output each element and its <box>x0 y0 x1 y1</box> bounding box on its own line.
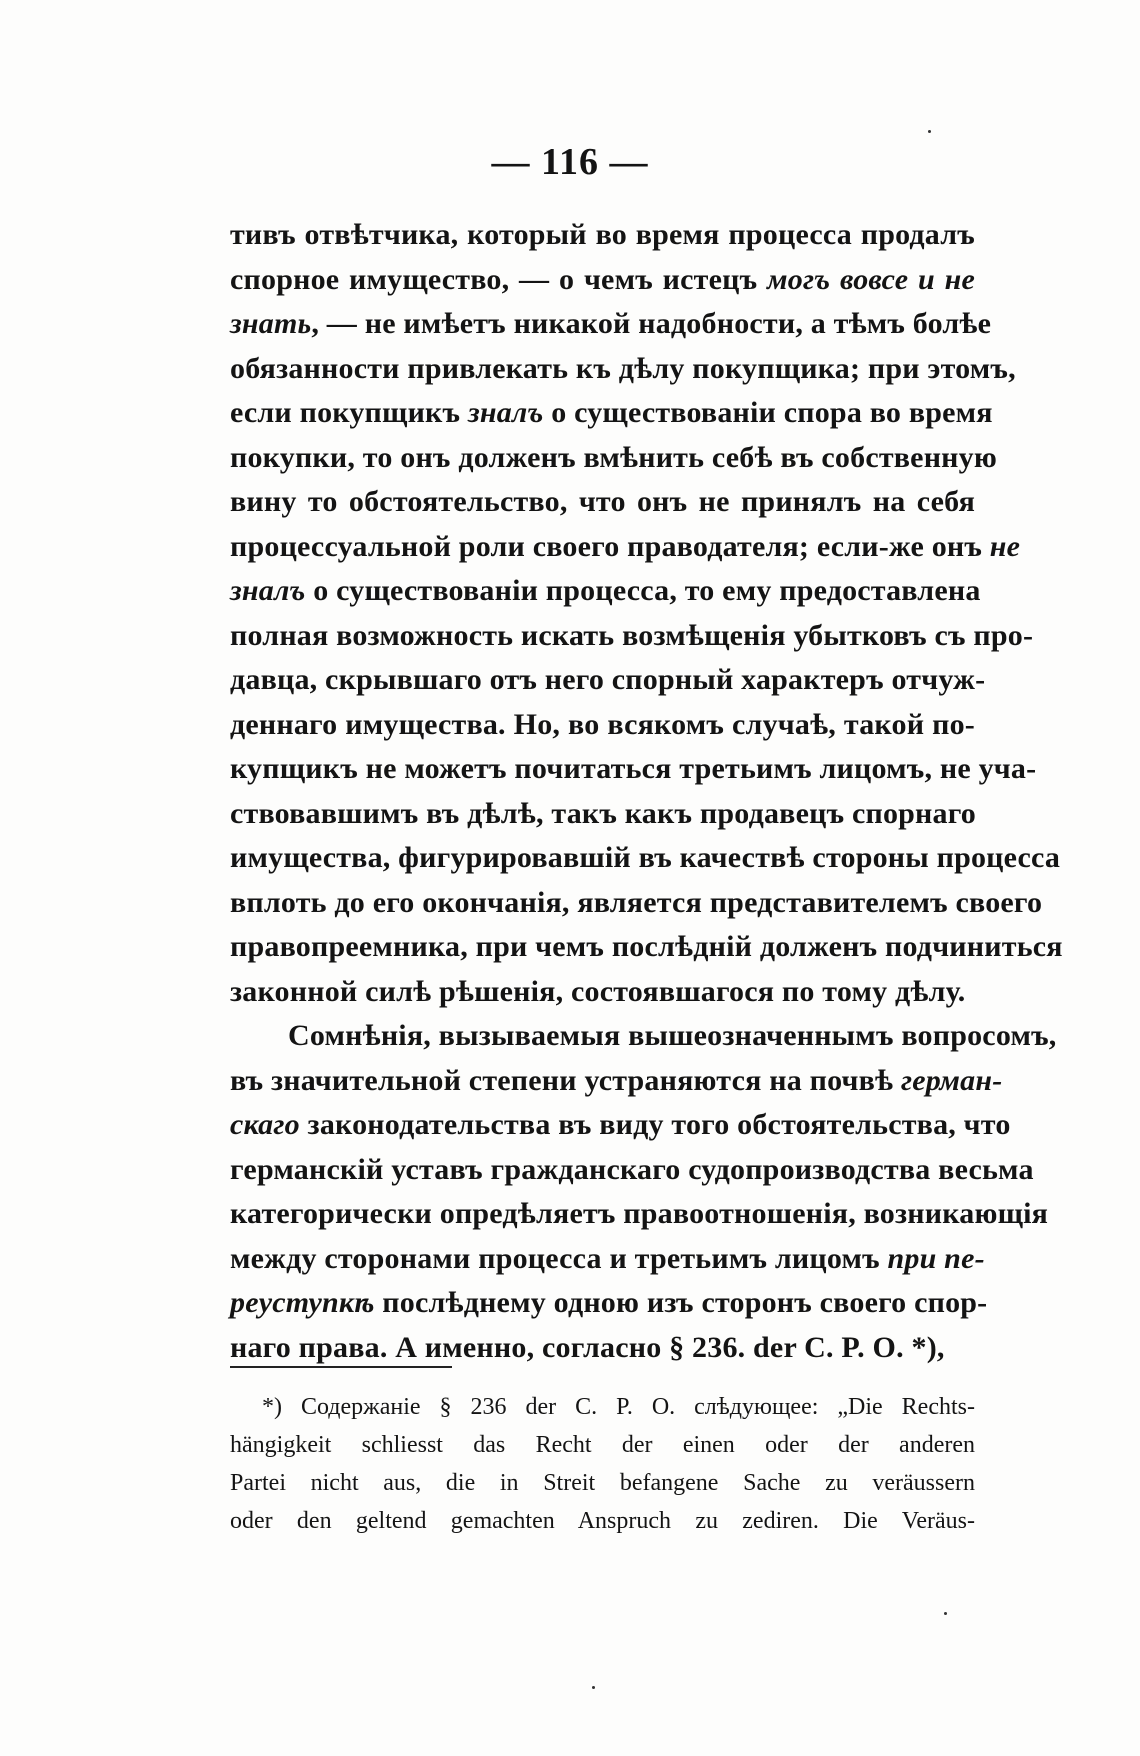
text-segment: давца, скрывшаго отъ него спорный характеръ отчуж- <box>230 663 986 696</box>
text-segment: германскій уставъ гражданскаго судопроизводства весьма <box>230 1152 1034 1186</box>
text-segment: о существованіи спора во время <box>543 396 993 429</box>
text-segment: въ значительной степени устраняются на почвѣ <box>230 1063 901 1097</box>
footnote-line: hängigkeit schliesst das Recht der einen oder der anderen <box>230 1432 975 1458</box>
page-number: — 116 — <box>491 141 649 183</box>
text-line <box>230 1059 1003 1104</box>
text-line <box>230 391 993 436</box>
text-segment: полная возможность искать возмѣщенія убытковъ съ про- <box>230 618 1034 652</box>
italic-phrase: знать <box>230 307 312 340</box>
text-segment: между сторонами процесса и третьимъ лицомъ <box>230 1241 888 1275</box>
text-segment: , — не имѣетъ никакой надобности, а тѣмъ болѣе <box>311 307 992 340</box>
paragraph-2 <box>230 1014 1057 1370</box>
text-segment: послѣднему одною изъ сторонъ своего спор- <box>374 1286 988 1319</box>
text-segment: процессуальной роли своего праводателя; если-же онъ <box>230 529 990 563</box>
italic-phrase: не <box>989 529 1021 563</box>
text-segment: если покупщикъ <box>230 396 468 429</box>
text-line <box>230 1103 1011 1148</box>
text-line <box>230 213 975 258</box>
text-segment: вплоть до его окончанія, является представителемъ своего <box>230 885 1043 919</box>
italic-phrase: при пе- <box>887 1241 985 1275</box>
italic-phrase: могъ вовсе и не <box>767 262 976 296</box>
text-line <box>230 1237 985 1282</box>
text-line <box>230 302 992 347</box>
italic-phrase: реуступкѣ <box>230 1286 375 1319</box>
text-line <box>230 970 975 1015</box>
text-line <box>230 480 975 525</box>
text-line <box>230 881 1043 926</box>
text-line <box>230 436 997 481</box>
text-line <box>230 569 981 614</box>
text-segment: Сомнѣнія, вызываемыя вышеозначеннымъ вопросомъ, <box>288 1019 1057 1052</box>
text-segment: купщикъ не можетъ почитаться третьимъ лицомъ, не уча- <box>230 752 1037 785</box>
paragraph-1 <box>230 213 1063 1014</box>
text-line <box>230 258 975 303</box>
text-segment: законной силѣ рѣшенія, состоявшагося по тому дѣлу. <box>230 974 966 1008</box>
text-segment: деннаго имущества. Но, во всякомъ случаѣ, такой по- <box>230 707 975 741</box>
text-line <box>230 703 975 748</box>
paper-speck <box>592 1686 595 1689</box>
text-line <box>230 1192 1049 1237</box>
footnote-line: Partei nicht aus, die in Streit befangene Sache zu veräussern <box>230 1470 975 1496</box>
text-line <box>230 1148 1034 1193</box>
text-line <box>230 747 1037 792</box>
text-segment: вину то обстоятельство, что онъ не принялъ на себя <box>230 485 975 518</box>
footnote-line: *) Содержаніе § 236 der C. P. O. слѣдующее: „Die Rechts- <box>262 1394 975 1420</box>
footnote-line: oder den geltend gemachten Anspruch zu zediren. Die Veräus- <box>230 1508 975 1534</box>
text-segment: покупки, то онъ долженъ вмѣнить себѣ въ собственную <box>230 440 997 474</box>
footnote <box>230 1388 975 1540</box>
text-segment: о существованіи процесса, то ему предоставлена <box>305 574 981 607</box>
text-segment: категорически опредѣляетъ правоотношенія, возникающія <box>230 1197 1049 1230</box>
text-segment: имущества, фигурировавшій въ качествѣ стороны процесса <box>230 841 1061 874</box>
paper-speck <box>928 130 931 133</box>
text-line <box>230 925 1063 970</box>
italic-phrase: зналъ <box>230 574 306 607</box>
text-segment: наго права. А именно, согласно § 236. der C. P. O. *), <box>230 1330 945 1364</box>
text-line <box>230 792 975 837</box>
text-segment: законодательства въ виду того обстоятельства, что <box>299 1108 1011 1141</box>
text-line <box>230 836 1061 881</box>
footnote-separator <box>230 1366 452 1368</box>
text-line <box>230 614 1034 659</box>
italic-phrase: герман- <box>900 1063 1003 1097</box>
text-line <box>230 1014 1057 1059</box>
paper-speck <box>944 1612 947 1615</box>
italic-phrase: скаго <box>230 1108 300 1141</box>
text-segment: тивъ отвѣтчика, который во время процесса продалъ <box>230 218 975 251</box>
text-line <box>230 1326 975 1371</box>
text-segment: обязанности привлекать къ дѣлу покупщика; при этомъ, <box>230 351 1016 385</box>
italic-phrase: зналъ <box>467 396 544 429</box>
text-line <box>230 525 1021 570</box>
text-line <box>230 347 1016 392</box>
text-segment: правопреемника, при чемъ послѣдній долженъ подчиниться <box>230 930 1063 963</box>
text-line <box>230 658 986 703</box>
main-text <box>230 213 1063 1370</box>
text-line <box>230 1281 988 1326</box>
text-segment: спорное имущество, — о чемъ истецъ <box>230 262 768 296</box>
text-segment: ствовавшимъ въ дѣлѣ, такъ какъ продавецъ спорнаго <box>230 796 977 830</box>
